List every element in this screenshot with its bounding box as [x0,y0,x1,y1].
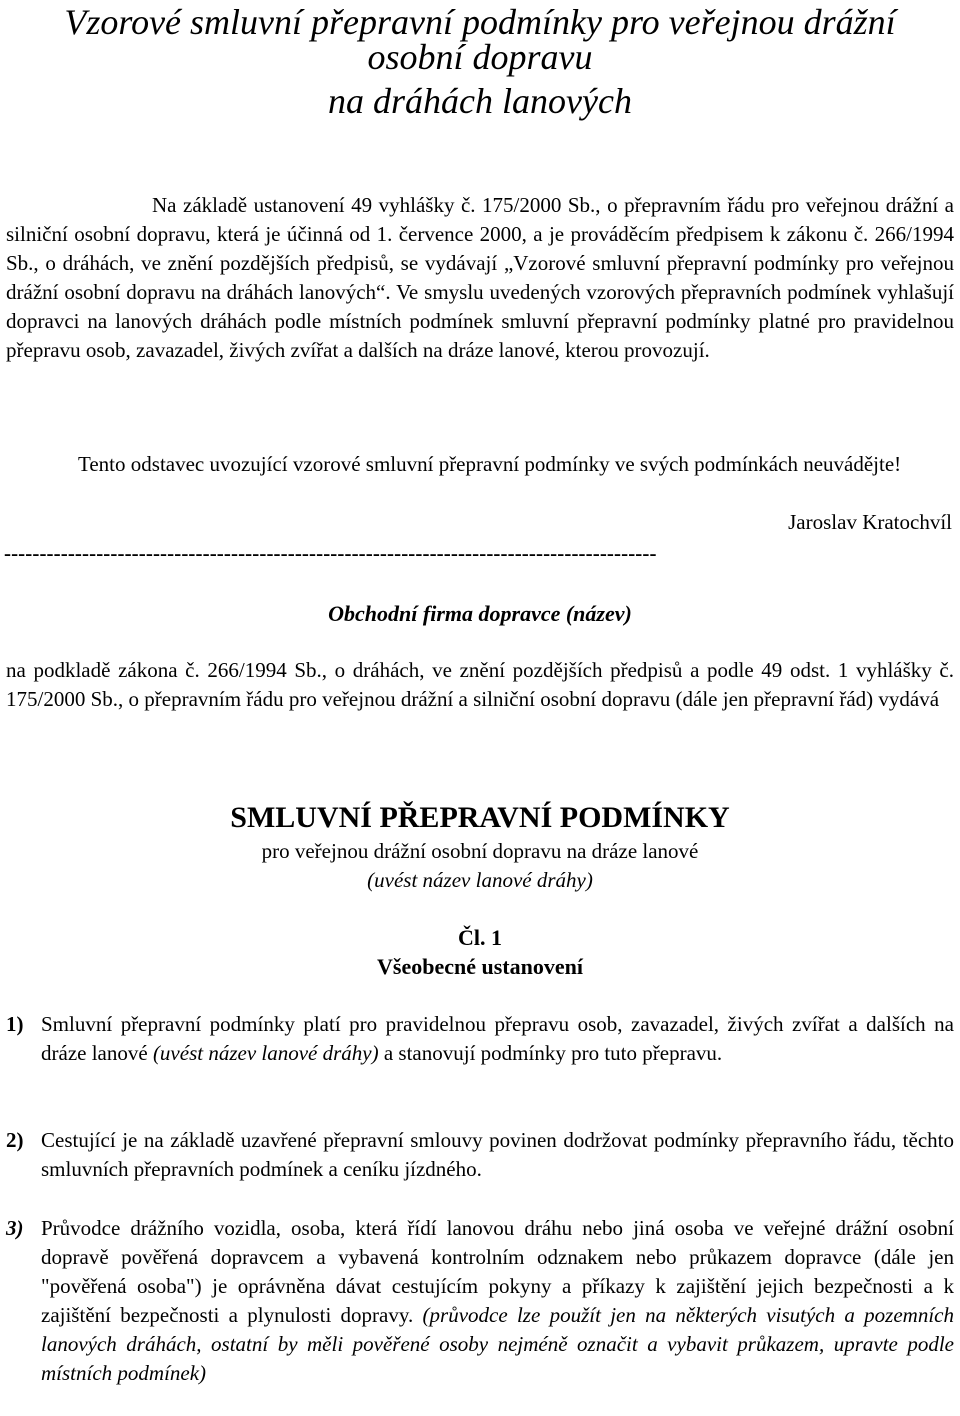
list-item [6,1126,954,1184]
conditions-heading: SMLUVNÍ PŘEPRAVNÍ PODMÍNKY [230,801,730,834]
document-title-line-3: na dráhách lanových [328,81,632,121]
railway-name-placeholder: (uvést název lanové dráhy) [367,868,593,892]
separator-line: -------------------------------------------------------------------------------------------- [4,541,657,565]
article-number: Čl. 1 [458,925,502,950]
instruction-note-text: Tento odstavec uvozující vzorové smluvní přepravní podmínky ve svých podmínkách neuvádějte! [78,452,902,476]
list-item-number: 2) [6,1128,24,1152]
legal-basis-paragraph: na podkladě zákona č. 266/1994 Sb., o dráhách, ve znění pozdějších předpisů a podle 49 odst. 1 vyhlášky č. 175/2000 Sb., o přepravním řádu pro veřejnou drážní a silniční osobní dopravu (dále jen přepravní řád) vydává [6,658,954,711]
instruction-note [6,450,954,479]
list-item-italic-note: (uvést název lanové dráhy) [152,1041,379,1065]
article-title: Všeobecné ustanovení [377,954,583,979]
intro-paragraph: Na základě ustanovení 49 vyhlášky č. 175/2000 Sb., o přepravním řádu pro veřejnou drážní a silniční osobní dopravu, která je účinná od 1. července 2000, a je prováděcím předpisem k zákonu č. 266/1994 Sb., o dráhách, ve znění pozdějších předpisů, se vydávají „Vzorové smluvní přepravní podmínky pro veřejnou drážní osobní dopravu na dráhách lanových“. Ve smyslu uvedených vzorových přepravních podmínek vyhlašují dopravci na lanových dráhách podle místních podmínek smluvní přepravní podmínky platné pro pravidelnou přepravu osob, zavazadel, živých zvířat a dalších na dráze lanové, kterou provozují. [6,193,954,362]
list-item-text: Cestující je na základě uzavřené přepravní smlouvy povinen dodržovat podmínky přepravního řádu, těchto smluvních přepravních podmínek a ceníku jízdného. [41,1128,954,1181]
list-item [6,1214,954,1388]
list-item-number: 1) [6,1012,24,1036]
list-item-text-part: Průvodce drážního vozidla, osoba, která řídí lanovou dráhu nebo jiná osoba ve veřejné drážní osobní dopravě pověřená dopravcem a vybavená kontrolním odznakem nebo průkazem dopravce (dále jen "pověřená osoba") je oprávněna dávat cestujícím pokyny a příkazy k zajištění jejich bezpečnosti a k zajištění bezpečnosti a plynulosti dopravy. [41,1216,954,1327]
document-title-line-2: osobní dopravu [367,37,593,77]
author-signature: Jaroslav Kratochvíl [788,510,952,534]
document-title-line-1: Vzorové smluvní přepravní podmínky pro veřejnou drážní [64,2,896,42]
list-item-italic-note: (průvodce lze použít jen na některých visutých a pozemních lanových dráhách, ostatní by měli pověřené osoby nejméně označit a vybavit průkazem, upravte podle místních podmínek) [41,1303,954,1385]
list-item-text [41,1214,954,1388]
list-item-text-part: a stanovují podmínky pro tuto přepravu. [378,1041,723,1065]
list-item [6,1010,954,1068]
list-item-number: 3) [6,1216,24,1240]
carrier-firm-placeholder: Obchodní firma dopravce (název) [328,601,632,626]
list-item-text-part: Smluvní přepravní podmínky platí pro pravidelnou přepravu osob, zavazadel, živých zvířat a dalších na dráze lanové [41,1012,954,1065]
list-item-text [41,1010,954,1068]
conditions-subheading: pro veřejnou drážní osobní dopravu na dráze lanové [261,839,699,863]
